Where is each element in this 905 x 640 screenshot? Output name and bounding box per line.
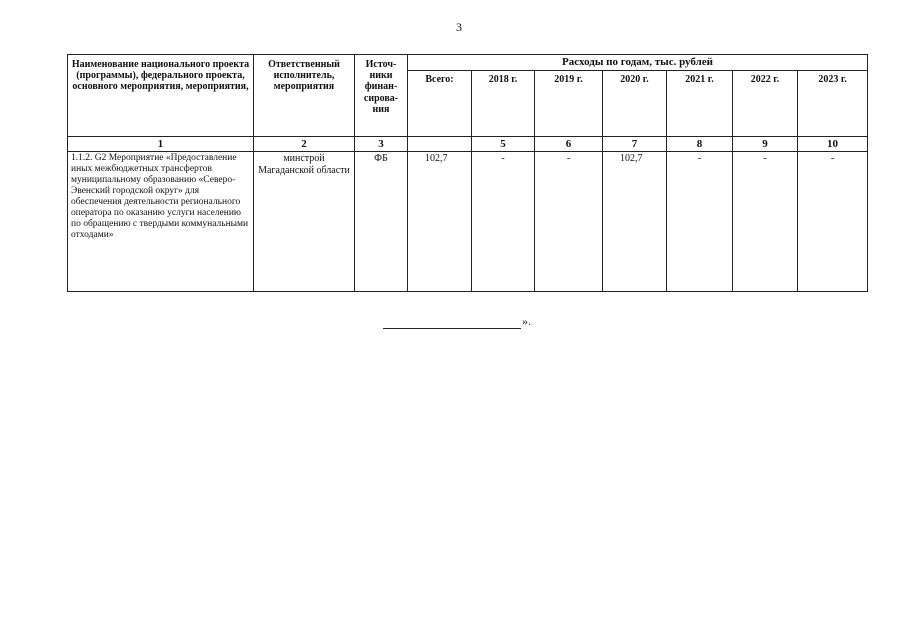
header-year-2023: 2023 г. (798, 71, 868, 137)
column-number-row (68, 137, 868, 152)
row-year-2018: - (472, 152, 535, 292)
column-number: 8 (667, 137, 733, 152)
column-number: 2 (254, 137, 355, 152)
row-name: 1.1.2. G2 Мероприятие «Предоставление иных межбюджетных трансфертов муниципальному образованию «Северо-Эвенский городской округ» для обеспечения деятельности регионального оператора по оказанию услуги населению по обращению с твердыми коммунальными отходами» (68, 152, 254, 292)
header-source: Источ-ники финан-сирова-ния (355, 55, 408, 137)
header-year-2022: 2022 г. (733, 71, 798, 137)
row-year-2022: - (733, 152, 798, 292)
header-year-2021: 2021 г. (667, 71, 733, 137)
header-total: Всего: (408, 71, 472, 137)
column-number: 10 (798, 137, 868, 152)
column-number: 9 (733, 137, 798, 152)
row-year-2023: - (798, 152, 868, 292)
signoff-mark: ». (522, 314, 531, 328)
row-year-2019: - (535, 152, 603, 292)
header-year-2018: 2018 г. (472, 71, 535, 137)
row-year-2020: 102,7 (603, 152, 667, 292)
header-year-2020: 2020 г. (603, 71, 667, 137)
page-number: 3 (456, 20, 462, 34)
row-source: ФБ (355, 152, 408, 292)
signoff-line (383, 316, 521, 329)
column-number: 6 (535, 137, 603, 152)
header-name: Наименование национального проекта (программы), федерального проекта, основного мероприятия, мероприятия, (68, 55, 254, 137)
signoff (383, 314, 531, 329)
header-responsible: Ответственный исполнитель, мероприятия (254, 55, 355, 137)
header-year-2019: 2019 г. (535, 71, 603, 137)
table-row (68, 152, 868, 292)
row-total: 102,7 (408, 152, 472, 292)
row-responsible: минстрой Магаданской области (254, 152, 355, 292)
column-number: 1 (68, 137, 254, 152)
expenses-table (67, 54, 868, 292)
column-number: 5 (472, 137, 535, 152)
row-year-2021: - (667, 152, 733, 292)
header-expenses-group: Расходы по годам, тыс. рублей (408, 55, 868, 71)
column-number: 3 (355, 137, 408, 152)
column-number: 7 (603, 137, 667, 152)
column-number (408, 137, 472, 152)
